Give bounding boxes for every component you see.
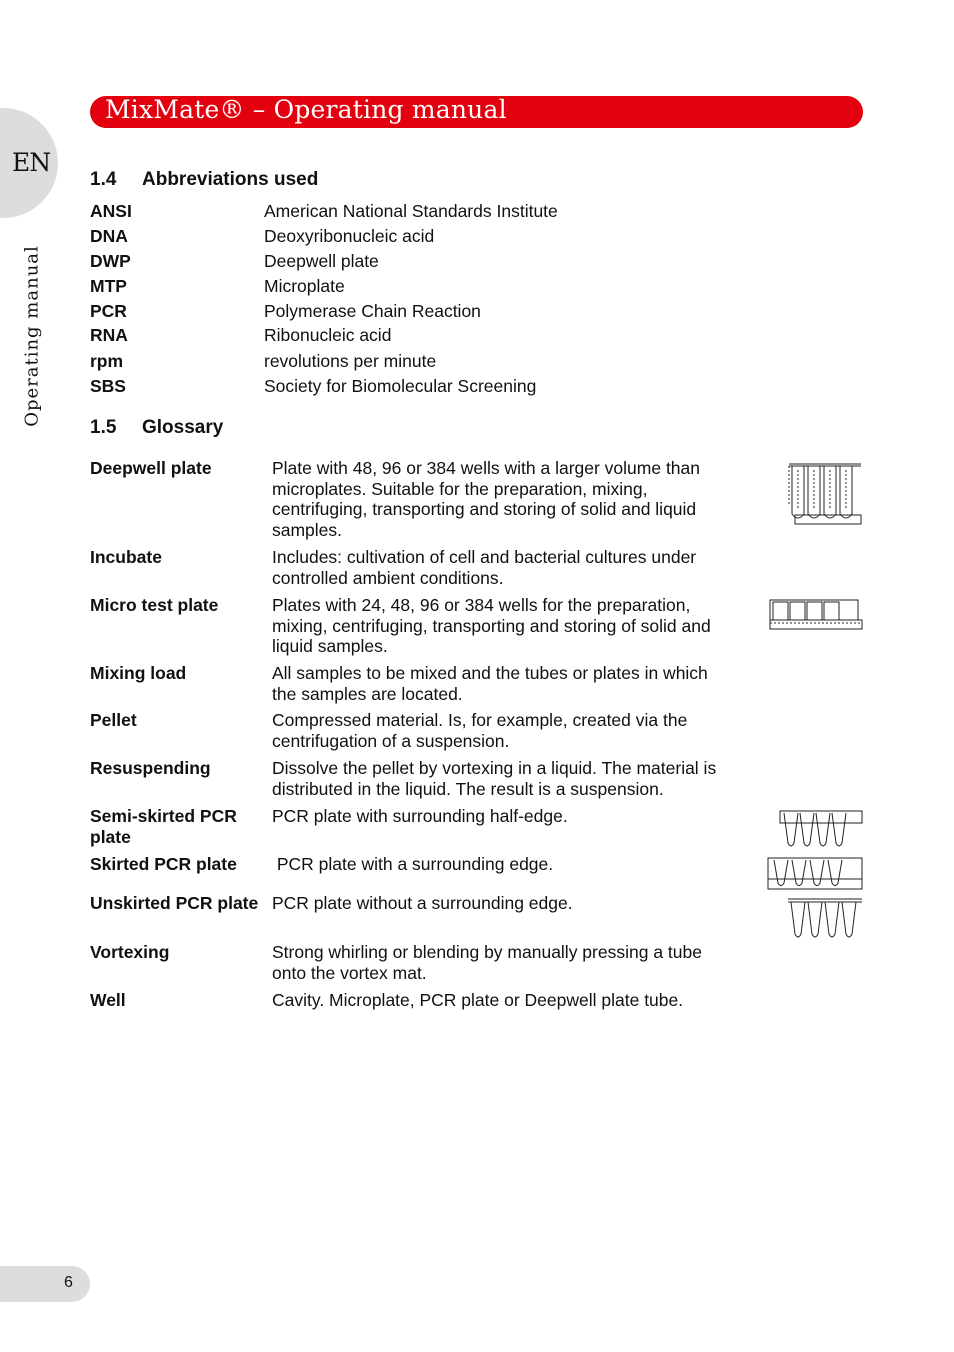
glossary-term: Resuspending bbox=[90, 758, 211, 778]
abbreviations-heading bbox=[90, 169, 318, 191]
abbreviation-term: MTP bbox=[90, 276, 127, 296]
header-bar bbox=[90, 96, 863, 128]
abbreviation-term: ANSI bbox=[90, 201, 132, 221]
abbreviation-term: DWP bbox=[90, 251, 131, 271]
glossary-term: Unskirted PCR plate bbox=[90, 893, 259, 913]
micro-test-plate-illustration bbox=[768, 596, 864, 634]
abbreviation-definition: Deoxyribonucleic acid bbox=[264, 226, 435, 246]
glossary-term: Vortexing bbox=[90, 942, 170, 962]
abbreviation-definition: American National Standards Institute bbox=[264, 201, 558, 221]
glossary-section-title: Glossary bbox=[142, 417, 224, 438]
page-number-tab bbox=[0, 1266, 90, 1302]
glossary-definition: Plate with 48, 96 or 384 wells with a larger volume than microplates. Suitable for the preparation, mixing, centrifuging, transporting and storing of solid and liquid samples. bbox=[272, 458, 701, 540]
glossary-term: Semi-skirted PCR plate bbox=[90, 806, 237, 847]
page-number: 6 bbox=[64, 1274, 73, 1291]
glossary-term: Incubate bbox=[90, 547, 162, 567]
abbreviation-definition: Ribonucleic acid bbox=[264, 325, 392, 345]
abbreviations-section-number: 1.4 bbox=[90, 169, 117, 190]
glossary-definition: Includes: cultivation of cell and bacterial cultures under controlled ambient conditions. bbox=[272, 547, 697, 588]
abbreviation-definition: Polymerase Chain Reaction bbox=[264, 301, 481, 321]
deepwell-plate-illustration bbox=[786, 460, 864, 528]
abbreviation-definition: Deepwell plate bbox=[264, 251, 379, 271]
glossary-definition: PCR plate with a surrounding edge. bbox=[272, 854, 554, 874]
glossary-heading bbox=[90, 417, 223, 439]
document-title: MixMate® – Operating manual bbox=[105, 95, 507, 124]
glossary-definition: PCR plate without a surrounding edge. bbox=[272, 893, 573, 913]
abbreviation-definition: Society for Biomolecular Screening bbox=[264, 376, 537, 396]
glossary-definition: Dissolve the pellet by vortexing in a liquid. The material is distributed in the liquid. The result is a suspension. bbox=[272, 758, 717, 799]
abbreviation-definition: Microplate bbox=[264, 276, 345, 296]
abbreviation-term: SBS bbox=[90, 376, 126, 396]
glossary-term: Skirted PCR plate bbox=[90, 854, 237, 874]
skirted-pcr-plate-illustration bbox=[766, 855, 864, 891]
glossary-definition: Plates with 24, 48, 96 or 384 wells for the preparation, mixing, centrifuging, transporting and storing of solid and liquid samples. bbox=[272, 595, 711, 656]
glossary-term: Mixing load bbox=[90, 663, 187, 683]
language-label: EN bbox=[12, 148, 51, 177]
abbreviation-term: RNA bbox=[90, 325, 128, 345]
side-section-title: Operating manual bbox=[21, 245, 43, 427]
glossary-term: Deepwell plate bbox=[90, 458, 212, 478]
glossary-definition: PCR plate with surrounding half-edge. bbox=[272, 806, 568, 826]
abbreviations-section-title: Abbreviations used bbox=[142, 169, 319, 190]
glossary-term: Well bbox=[90, 990, 126, 1010]
semi-skirted-pcr-plate-illustration bbox=[778, 807, 864, 851]
language-tab bbox=[0, 108, 58, 218]
abbreviation-term: PCR bbox=[90, 301, 127, 321]
glossary-term: Micro test plate bbox=[90, 595, 219, 615]
abbreviation-term: DNA bbox=[90, 226, 128, 246]
glossary-definition: All samples to be mixed and the tubes or plates in which the samples are located. bbox=[272, 663, 708, 704]
abbreviation-definition: revolutions per minute bbox=[264, 351, 437, 371]
glossary-definition: Cavity. Microplate, PCR plate or Deepwell plate tube. bbox=[272, 990, 684, 1010]
glossary-term: Pellet bbox=[90, 710, 137, 730]
glossary-definition: Compressed material. Is, for example, created via the centrifugation of a suspension. bbox=[272, 710, 688, 751]
abbreviation-term: rpm bbox=[90, 351, 124, 371]
unskirted-pcr-plate-illustration bbox=[786, 896, 864, 942]
glossary-section-number: 1.5 bbox=[90, 417, 117, 438]
glossary-definition: Strong whirling or blending by manually pressing a tube onto the vortex mat. bbox=[272, 942, 702, 983]
